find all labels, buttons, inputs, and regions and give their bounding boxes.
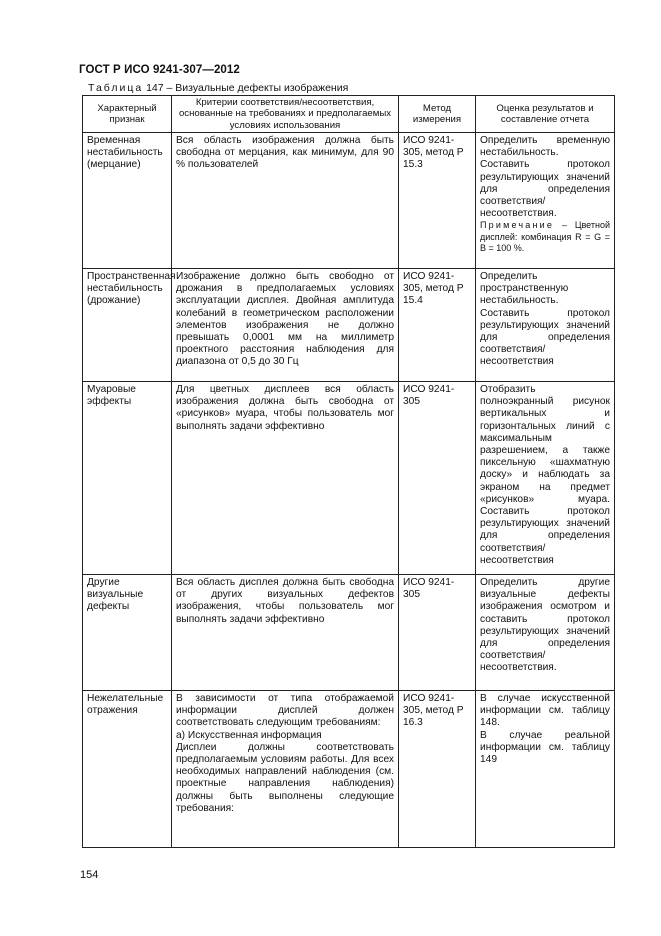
evaluation-note — [480, 220, 610, 255]
criteria-intro: В зависимости от типа отображаемой информации дисплей должен соответствовать следующим требованиям: — [176, 692, 394, 729]
cell-criteria — [172, 690, 399, 847]
cell-feature: Временная нестабильность (мерцание) — [83, 132, 172, 268]
cell-feature: Пространственная нестабильность (дрожание) — [83, 268, 172, 381]
cell-feature: Муаровые эффекты — [83, 381, 172, 574]
note-text: – Цветной дисплей: комбинация R = G = B = 100 %. — [480, 220, 610, 254]
cell-feature: Другие визуальные дефекты — [83, 574, 172, 690]
criteria-item: а) Искусственная информация — [176, 729, 322, 741]
table-caption-text: 147 – Визуальные дефекты изображения — [143, 82, 349, 94]
cell-method: ИСО 9241-305, метод Р 15.3 — [399, 132, 476, 268]
cell-method: ИСО 9241-305, метод Р 15.4 — [399, 268, 476, 381]
cell-evaluation: Отобразить полноэкранный рисунок вертикальных и горизонтальных линий с максимальным разрешением, а также пиксельную «шахматную доску» и наблюдать за экраном на предмет «рисунков» муара. Составить протокол результирующих значений для определения соответствия/несоответствия — [476, 381, 615, 574]
table-header-row — [83, 96, 615, 133]
column-header-criteria: Критерии соответствия/несоответствия, основанные на требованиях и предполагаемых условиях использования — [172, 96, 399, 133]
table-row — [83, 381, 615, 574]
evaluation-real: В случае реальной информации см. таблицу 149 — [480, 729, 610, 765]
document-header: ГОСТ Р ИСО 9241-307—2012 — [79, 64, 240, 76]
cell-evaluation: Определить другие визуальные дефекты изображения осмотром и составить протокол результирующих значений для определения соответствия/несоответствия. — [476, 574, 615, 690]
column-header-evaluation: Оценка результатов и составление отчета — [476, 96, 615, 133]
cell-criteria: Вся область изображения должна быть свободна от мерцания, как минимум, для 90 % пользователей — [172, 132, 399, 268]
table-row — [83, 574, 615, 690]
cell-feature: Нежелательные отражения — [83, 690, 172, 847]
evaluation-artificial: В случае искусственной информации см. таблицу 148. — [480, 692, 610, 729]
column-header-feature: Характерный признак — [83, 96, 172, 133]
table-row — [83, 690, 615, 847]
cell-method: ИСО 9241-305 — [399, 381, 476, 574]
column-header-method: Метод измерения — [399, 96, 476, 133]
cell-method: ИСО 9241-305 — [399, 574, 476, 690]
table-row — [83, 268, 615, 381]
cell-evaluation — [476, 132, 615, 268]
table-caption-label: Таблица — [88, 82, 144, 94]
cell-evaluation: Определить пространственную нестабильность. Составить протокол результирующих значений для определения соответствия/несоответствия — [476, 268, 615, 381]
note-label: Примечание — [480, 220, 555, 231]
cell-criteria: Изображение должно быть свободно от дрожания в предполагаемых условиях эксплуатации дисплея. Двойная амплитуда колебаний в геометрическом расположении элементов изображения не должно превышать 0,0001 мм на миллиметр проектного расстояния наблюдения для диапазона от 0,5 до 30 Гц — [172, 268, 399, 381]
criteria-body: Дисплеи должны соответствовать предполагаемым условиям работы. Для всех необходимых направлений наблюдения (см. проектные направления наблюдения) должны быть выполнены следующие требования: — [176, 741, 394, 814]
cell-evaluation — [476, 690, 615, 847]
table-caption — [88, 82, 348, 94]
cell-criteria: Для цветных дисплеев вся область изображения должна быть свободна от «рисунков» муара, чтобы пользователь мог выполнять задачи эффективно — [172, 381, 399, 574]
cell-criteria: Вся область дисплея должна быть свободна от других визуальных дефектов изображения, чтобы пользователь мог выполнять задачи эффективно — [172, 574, 399, 690]
cell-method: ИСО 9241-305, метод Р 16.3 — [399, 690, 476, 847]
table-row — [83, 132, 615, 268]
evaluation-text: Определить временную нестабильность. Составить протокол результирующих значений для определения соответствия/несоответствия. — [480, 134, 610, 220]
visual-defects-table — [82, 95, 615, 848]
page-number: 154 — [80, 869, 99, 881]
